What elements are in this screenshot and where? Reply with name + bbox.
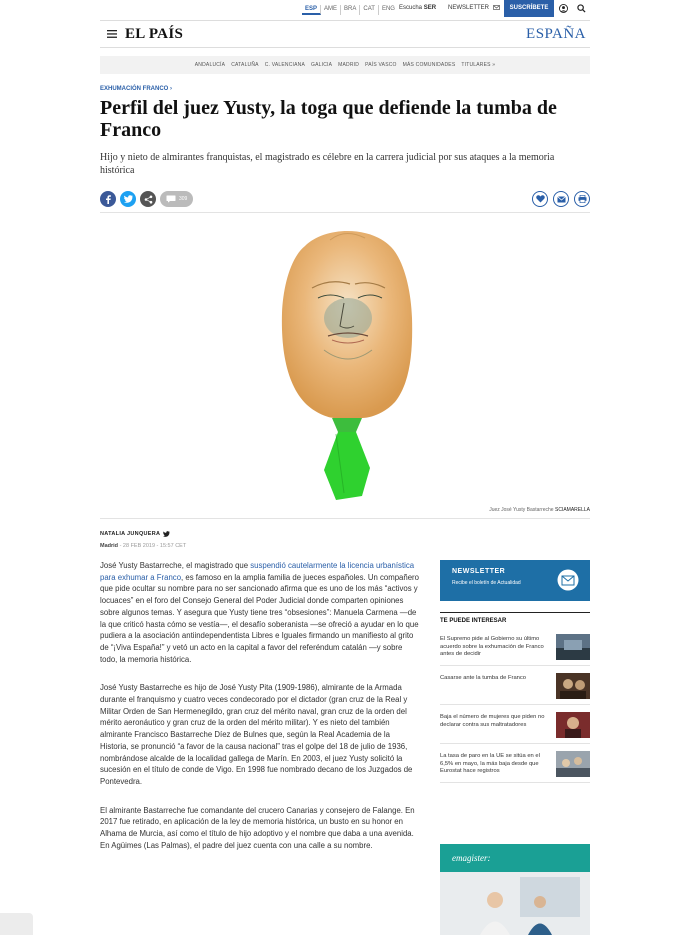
comment-bubble-icon xyxy=(166,195,176,203)
floating-widget[interactable] xyxy=(0,913,33,935)
image-caption xyxy=(100,507,590,513)
region-pais-vasco[interactable]: PAÍS VASCO xyxy=(365,62,397,68)
related-item[interactable] xyxy=(440,708,590,744)
related-item-title[interactable]: El Supremo pide al Gobierno su último acuerdo sobre la exhumación de Franco antes de decidir xyxy=(440,636,544,657)
dateline-date: - 28 FEB 2019 - 15:57 CET xyxy=(119,543,187,549)
paragraph: El almirante Bastarreche fue comandante del crucero Canarias y consejero de Falange. En 2017 fue retirado, en aplicación de la ley de memoria histórica, un busto en su honor en Alhama de Murcia, así como el título de hijo adoptivo y el nombre que daba a una avenida. En Agüimes (Las Palmas), el padre del juez cuenta con una calle a su nombre. xyxy=(100,805,415,850)
escucha-ser-link[interactable] xyxy=(399,5,436,11)
twitter-icon[interactable] xyxy=(163,531,170,537)
related-item[interactable] xyxy=(440,630,590,666)
related-section-title: TE PUEDE INTERESAR xyxy=(440,612,590,624)
printer-icon xyxy=(578,195,587,203)
region-galicia[interactable]: GALICIA xyxy=(311,62,333,68)
related-item-title[interactable]: La tasa de paro en la UE se sitúa en el 6,5% en mayo, la más baja desde que Eurostat hace registros xyxy=(440,753,540,774)
site-logo[interactable]: EL PAÍS xyxy=(125,26,184,42)
newsletter-link[interactable] xyxy=(448,5,500,11)
region-valenciana[interactable]: C. VALENCIANA xyxy=(264,62,306,68)
save-favorite-button[interactable] xyxy=(532,191,548,207)
region-titulares[interactable]: TITULARES » xyxy=(461,62,496,68)
hamburger-menu-icon[interactable] xyxy=(107,30,117,38)
related-item-title[interactable]: Baja el número de mujeres que piden no declarar contra sus maltratadores xyxy=(440,714,545,728)
lang-eng[interactable]: ENG xyxy=(381,6,395,12)
site-header xyxy=(100,20,590,48)
author-byline[interactable] xyxy=(100,531,170,537)
facebook-share-button[interactable] xyxy=(100,191,116,207)
dateline xyxy=(100,543,186,549)
edition-label[interactable]: ESPAÑA xyxy=(526,26,586,42)
lang-esp[interactable]: ESP xyxy=(302,5,321,15)
print-article-button[interactable] xyxy=(574,191,590,207)
lang-cat[interactable]: CAT xyxy=(360,5,379,15)
newsletter-box-subtitle: Recibe el boletín de Actualidad xyxy=(452,580,521,586)
article-subtitle: Hijo y nieto de almirantes franquistas, el magistrado es célebre en la carrera judicial por sus ataques a la memoria histórica xyxy=(100,152,555,176)
paragraph-text: , es famoso en la amplia familia de jueces españoles. Un compañero que pide ocultar su nombre para no ser sancionado afirma que es uno de los más “activos y locuaces” en el foro del Consejo General del Poder Judicial donde comparten opiniones sobre algunos temas. Y asegura que Yusty tiene tres “obsesiones”: Manuela Carmena —de la que criticó hasta cómo se vestía—, el desafío soberanista —se ofreció a ayudar en lo que pudiera a la asociación antiindependentista Libres e Iguales firmando un manifiesto al grito de “¡Viva España!” y vetó un acto en la capital a favor del referéndum catalán —y sobre todo, la memoria histórica. xyxy=(100,572,419,664)
ser-brand: SER xyxy=(423,5,437,11)
regions-nav xyxy=(100,56,590,74)
subscribe-button[interactable]: SUSCRÍBETE xyxy=(504,0,554,17)
comments-count: 309 xyxy=(179,196,188,202)
related-thumbnail[interactable] xyxy=(556,751,590,777)
ad-brand: emagister: xyxy=(452,853,491,863)
article-inline-link[interactable]: suspendió cautelarmente la licencia urbanística para exhumar a Franco xyxy=(100,561,415,582)
escucha-label: Escucha xyxy=(399,5,423,11)
related-thumbnail[interactable] xyxy=(556,712,590,738)
region-madrid[interactable]: MADRID xyxy=(338,62,360,68)
divider xyxy=(100,518,590,519)
newsletter-envelope-icon xyxy=(557,569,579,591)
top-utility-bar xyxy=(0,0,680,18)
article-kicker[interactable]: EXHUMACIÓN FRANCO › xyxy=(100,86,172,92)
ad-image xyxy=(440,872,590,935)
author-name: NATALIA JUNQUERA xyxy=(100,531,161,537)
article-title: Perfil del juez Yusty, la toga que defiende la tumba de Franco xyxy=(100,97,557,141)
related-thumbnail[interactable] xyxy=(556,634,590,660)
language-switcher xyxy=(302,5,398,15)
advertisement[interactable] xyxy=(440,844,590,935)
dateline-place: Madrid xyxy=(100,543,119,549)
share-bar xyxy=(100,191,193,207)
envelope-icon xyxy=(557,196,566,203)
user-icon[interactable] xyxy=(559,4,568,13)
divider xyxy=(100,212,590,213)
region-andalucia[interactable]: ANDALUCÍA xyxy=(194,62,226,68)
lang-bra[interactable]: BRA xyxy=(341,5,360,15)
more-share-button[interactable] xyxy=(140,191,156,207)
search-icon[interactable] xyxy=(577,4,586,13)
related-item[interactable] xyxy=(440,669,590,705)
comments-button[interactable] xyxy=(160,191,193,207)
share-icon xyxy=(144,195,153,204)
email-article-button[interactable] xyxy=(553,191,569,207)
newsletter-label: NEWSLETTER xyxy=(448,5,490,12)
twitter-icon xyxy=(124,195,133,203)
paragraph: José Yusty Bastarreche es hijo de José Yusty Pita (1909-1986), almirante de la Armada durante el franquismo y cuatro veces condecorado por el dictador (gran cruz de la Real y Militar Orden de San Hermenegildo, gran cruz del mérito naval, gran cruz de la orden del mérito aeronáutico y gran cruz de la orden del mérito militar). Y es nieto del también almirante Francisco Bastarreche Díez de Bulnes que, según la Real Academia de la Historia, se pronunció “a favor de la causa nacional” tras el golpe del 18 de julio de 1936, nombrándose alcalde de la localidad gallega de Marín. En 2003, el juez Yusty solicitó la sucesión en el título de conde de Vigo. En 1998 fue nombrado decano de los Juzgados de Pontevedra. xyxy=(100,683,413,786)
caption-text: Juez José Yusty Bastarreche xyxy=(489,507,554,513)
newsletter-signup-box[interactable] xyxy=(440,560,590,601)
mail-icon xyxy=(493,5,500,10)
region-cataluna[interactable]: CATALUÑA xyxy=(231,62,259,68)
heart-icon xyxy=(536,195,545,203)
paragraph-text: José Yusty Bastarreche, el magistrado que xyxy=(100,561,251,570)
related-list xyxy=(440,630,590,786)
caption-credit: SCIAMARELLA xyxy=(554,507,590,513)
paragraph xyxy=(100,560,420,665)
lang-ame[interactable]: AME xyxy=(321,5,341,15)
region-mas-comunidades[interactable]: MÁS COMUNIDADES xyxy=(402,62,456,68)
article-body xyxy=(100,560,420,868)
article-illustration[interactable] xyxy=(100,218,590,508)
related-item-title[interactable]: Casarse ante la tumba de Franco xyxy=(440,675,527,681)
related-thumbnail[interactable] xyxy=(556,673,590,699)
facebook-icon xyxy=(104,195,112,204)
twitter-share-button[interactable] xyxy=(120,191,136,207)
newsletter-box-title: NEWSLETTER xyxy=(452,568,506,575)
article-tools xyxy=(532,191,590,207)
related-item[interactable] xyxy=(440,747,590,783)
